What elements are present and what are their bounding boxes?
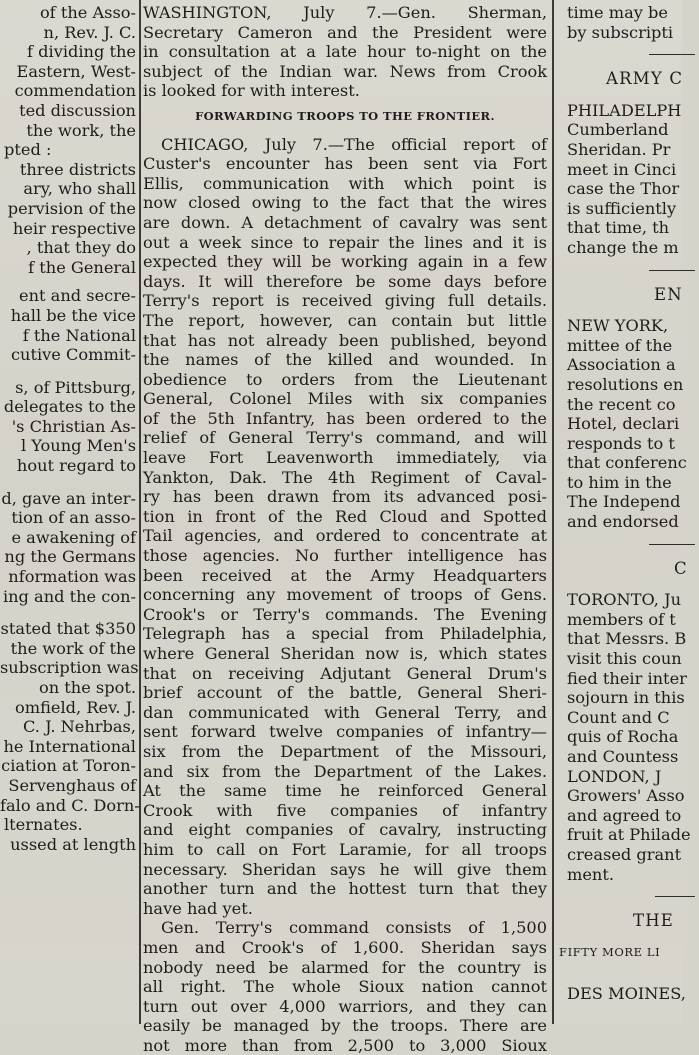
left-line: falo and C. Dorn-: [0, 795, 140, 815]
article-line: another turn and the hottest turn that they: [143, 879, 547, 899]
article-line: At the same time he reinforced General: [143, 781, 547, 801]
right-line: time may be: [567, 3, 668, 22]
right-line: quis of Rocha: [567, 727, 679, 747]
article-line: not more than from 2,500 to 3,000 Sioux: [143, 1035, 547, 1055]
right-line: LONDON, J: [567, 766, 662, 786]
article-line: men and Crook's of 1,600. Sheridan says: [143, 937, 547, 957]
article-line: is looked for with interest.: [143, 81, 360, 101]
right-line: change the m: [567, 237, 679, 257]
right-line: Sheridan. Pr: [567, 139, 671, 159]
left-line: ng the Germans: [4, 547, 136, 567]
right-line: The Independ: [567, 492, 681, 512]
article-line: concerning any movement of troops of Gens.: [143, 585, 547, 605]
right-line: the recent co: [567, 394, 676, 414]
article-line: subject of the Indian war. News from Crook: [143, 61, 547, 81]
section-headline: FORWARDING TROOPS TO THE FRONTIER.: [195, 108, 495, 123]
left-line: cutive Commit-: [10, 345, 136, 365]
article-line: now closed owing to the fact that the wires: [143, 193, 547, 213]
article-line: WASHINGTON, July 7.—Gen. Sherman,: [143, 3, 547, 22]
divider: [649, 270, 695, 271]
article-line: Terry's report is received giving full details.: [143, 291, 547, 311]
left-line: ussed at length: [10, 834, 136, 854]
section-heading-en: EN: [654, 284, 683, 304]
right-line: members of t: [567, 609, 676, 629]
article-line: Custer's encounter has been sent via Fort: [143, 154, 547, 174]
right-column: [559, 0, 699, 1024]
article-line: leave Fort Leavenworth immediately, via: [143, 448, 547, 468]
left-line: omfield, Rev. J.: [15, 697, 136, 717]
right-line: TORONTO, Ju: [567, 590, 682, 610]
left-line: the work of the: [10, 638, 136, 658]
right-line: fruit at Philade: [567, 825, 691, 845]
terry-command-paragraph: [143, 918, 547, 1055]
left-line: commendation: [14, 81, 136, 101]
article-line: CHICAGO, July 7.—The official report of: [161, 134, 547, 154]
article-line: sent forward twelve companies of infantry—: [143, 722, 547, 742]
left-line: f dividing the: [27, 42, 136, 62]
article-line: necessary. Sheridan says he will give them: [143, 859, 547, 879]
article-line: Ellis, communication with which point is: [143, 173, 547, 193]
left-line: ciation at Toron-: [1, 756, 136, 776]
right-line: NEW YORK,: [567, 316, 669, 336]
article-line: and six from the Department of the Lakes.: [143, 761, 547, 781]
left-line: stated that $350: [0, 619, 136, 639]
article-line: are down. A detachment of cavalry was sent: [143, 212, 547, 232]
article-line: expected they will be working again in a few: [143, 252, 547, 272]
left-column: [0, 0, 140, 1024]
right-line: Growers' Asso: [567, 786, 685, 806]
divider: [649, 54, 695, 55]
right-line: visit this coun: [567, 649, 682, 669]
left-line: , that they do: [26, 238, 136, 258]
left-spacer: [0, 476, 140, 489]
middle-column: [143, 0, 547, 1055]
article-line: him to call on Fort Laramie, for all troops: [143, 839, 547, 859]
article-line: nobody need be alarmed for the country is: [143, 957, 547, 977]
article-line: obedience to orders from the Lieutenant: [143, 369, 547, 389]
right-line: by subscripti: [567, 22, 674, 42]
article-line: Crook's or Terry's commands. The Evening: [143, 604, 547, 624]
left-line: three districts: [19, 159, 136, 179]
left-line: s, of Pittsburg,: [15, 377, 136, 397]
article-line: where General Sheridan now is, which states: [143, 644, 547, 663]
article-line: ry has been drawn from its advanced posi-: [143, 487, 547, 507]
article-line: turn out over 4,000 warriors, and they can: [143, 996, 547, 1016]
left-line: on the spot.: [38, 678, 136, 697]
article-line: the names of the killed and wounded. In: [143, 350, 547, 370]
right-line: and Countess: [567, 747, 679, 766]
article-line: all right. The whole Sioux nation cannot: [143, 977, 547, 997]
washington-dispatch: [143, 3, 547, 101]
article-line: Crook with five companies of infantry: [143, 800, 547, 820]
left-line: n, Rev. J. C.: [43, 22, 136, 42]
article-line: relief of General Terry's command, and will: [143, 428, 547, 448]
article-line: Secretary Cameron and the President were: [143, 22, 547, 42]
left-line: hout regard to: [16, 456, 136, 476]
article-line: General, Colonel Miles with six companies: [143, 389, 547, 409]
left-spacer: [0, 365, 140, 378]
left-line: e awakening of: [11, 527, 136, 547]
left-line: the work, the: [26, 120, 136, 140]
left-line: ing and the con-: [2, 586, 136, 606]
article-line: of the 5th Infantry, has been ordered to the: [143, 408, 547, 428]
article-line: and eight companies of cavalry, instructing: [143, 820, 547, 840]
divider: [649, 544, 695, 545]
article-line: dan communicated with General Terry, and: [143, 702, 547, 722]
left-line: pervision of the: [7, 198, 136, 218]
article-line: that has not already been published, beyond: [143, 330, 547, 350]
right-line: and endorsed: [567, 512, 679, 532]
section-heading-army: ARMY C: [606, 69, 684, 89]
right-line: sojourn in this: [567, 688, 685, 708]
left-line: f the General: [28, 257, 136, 277]
left-line: delegates to the: [3, 397, 136, 417]
article-line: The report, however, can contain but little: [143, 310, 547, 330]
left-line: f the National: [22, 325, 136, 345]
right-line: fied their inter: [567, 668, 687, 688]
left-line: lternates.: [4, 815, 83, 835]
left-line: subscription was: [0, 658, 139, 678]
right-line: is sufficiently: [567, 198, 677, 218]
divider: [655, 896, 695, 897]
left-line: he International: [3, 736, 136, 756]
article-line: those agencies. No further intelligence has: [143, 546, 547, 566]
right-line: Hotel, declari: [567, 414, 680, 434]
right-line: responds to t: [567, 433, 675, 453]
article-line: easily be managed by the troops. There are: [143, 1016, 547, 1036]
right-line: that conferenc: [567, 453, 687, 473]
right-line: that Messrs. B: [567, 629, 687, 649]
right-line: Count and C: [567, 707, 670, 727]
right-line: that time, th: [567, 218, 670, 238]
article-line: been received at the Army Headquarters: [143, 565, 547, 585]
article-line: brief account of the battle, General Sheri-: [143, 683, 547, 703]
left-line: ted discussion: [19, 100, 136, 120]
left-line: Eastern, West-: [16, 61, 136, 81]
right-line: PHILADELPH: [567, 100, 682, 120]
left-line: heir respective: [12, 218, 136, 238]
article-line: Yankton, Dak. The 4th Regiment of Caval-: [143, 467, 547, 487]
left-line: tion of an asso-: [11, 508, 136, 528]
article-line: Tail agencies, and ordered to concentrate at: [143, 526, 547, 546]
right-line: to him in the: [567, 472, 672, 492]
right-line: mittee of the: [567, 335, 673, 355]
right-line: Association a: [567, 355, 676, 375]
left-line: d, gave an inter-: [1, 488, 136, 508]
left-line: ary, who shall: [23, 179, 136, 199]
article-line: that on receiving Adjutant General Drum's: [143, 663, 547, 683]
column-rule-right: [552, 0, 554, 1024]
left-line: ent and secre-: [19, 286, 136, 306]
left-line: hall be the vice: [10, 305, 136, 325]
left-spacer: [0, 606, 140, 619]
article-line: days. It will therefore be some days before: [143, 271, 547, 291]
right-line: and agreed to: [567, 805, 682, 825]
left-line: Servenghaus of: [8, 775, 136, 795]
right-line: case the Thor: [567, 179, 680, 199]
left-line: pted :: [4, 140, 52, 160]
left-line: l Young Men's: [20, 436, 136, 456]
article-line: have had yet.: [143, 898, 253, 918]
left-line: of the Asso-: [39, 3, 136, 22]
right-line: ment.: [567, 864, 615, 884]
left-line: C. J. Nehrbas,: [23, 717, 136, 737]
left-spacer: [0, 277, 140, 286]
article-line: tion in front of the Red Cloud and Spotted: [143, 506, 547, 526]
left-line: 's Christian As-: [11, 416, 136, 436]
article-line: Telegraph has a special from Philadelphia,: [143, 624, 547, 644]
chicago-dispatch: [143, 135, 547, 919]
subheading-fifty-more: FIFTY MORE LI: [559, 944, 661, 959]
section-heading-c: C: [674, 558, 688, 578]
right-line: creased grant: [567, 844, 682, 864]
left-line: nformation was: [8, 567, 136, 587]
article-line: in consultation at a late hour to-night on the: [143, 42, 547, 62]
right-line: resolutions en: [567, 374, 684, 394]
right-line: meet in Cinci: [567, 159, 677, 179]
section-heading-the: THE: [633, 911, 675, 931]
article-line: out a week since to repair the lines and it is: [143, 232, 547, 252]
right-line: Cumberland: [567, 120, 669, 140]
article-line: six from the Department of the Missouri,: [143, 741, 547, 761]
article-line: Gen. Terry's command consists of 1,500: [161, 918, 547, 938]
right-line: DES MOINES,: [567, 984, 686, 1004]
